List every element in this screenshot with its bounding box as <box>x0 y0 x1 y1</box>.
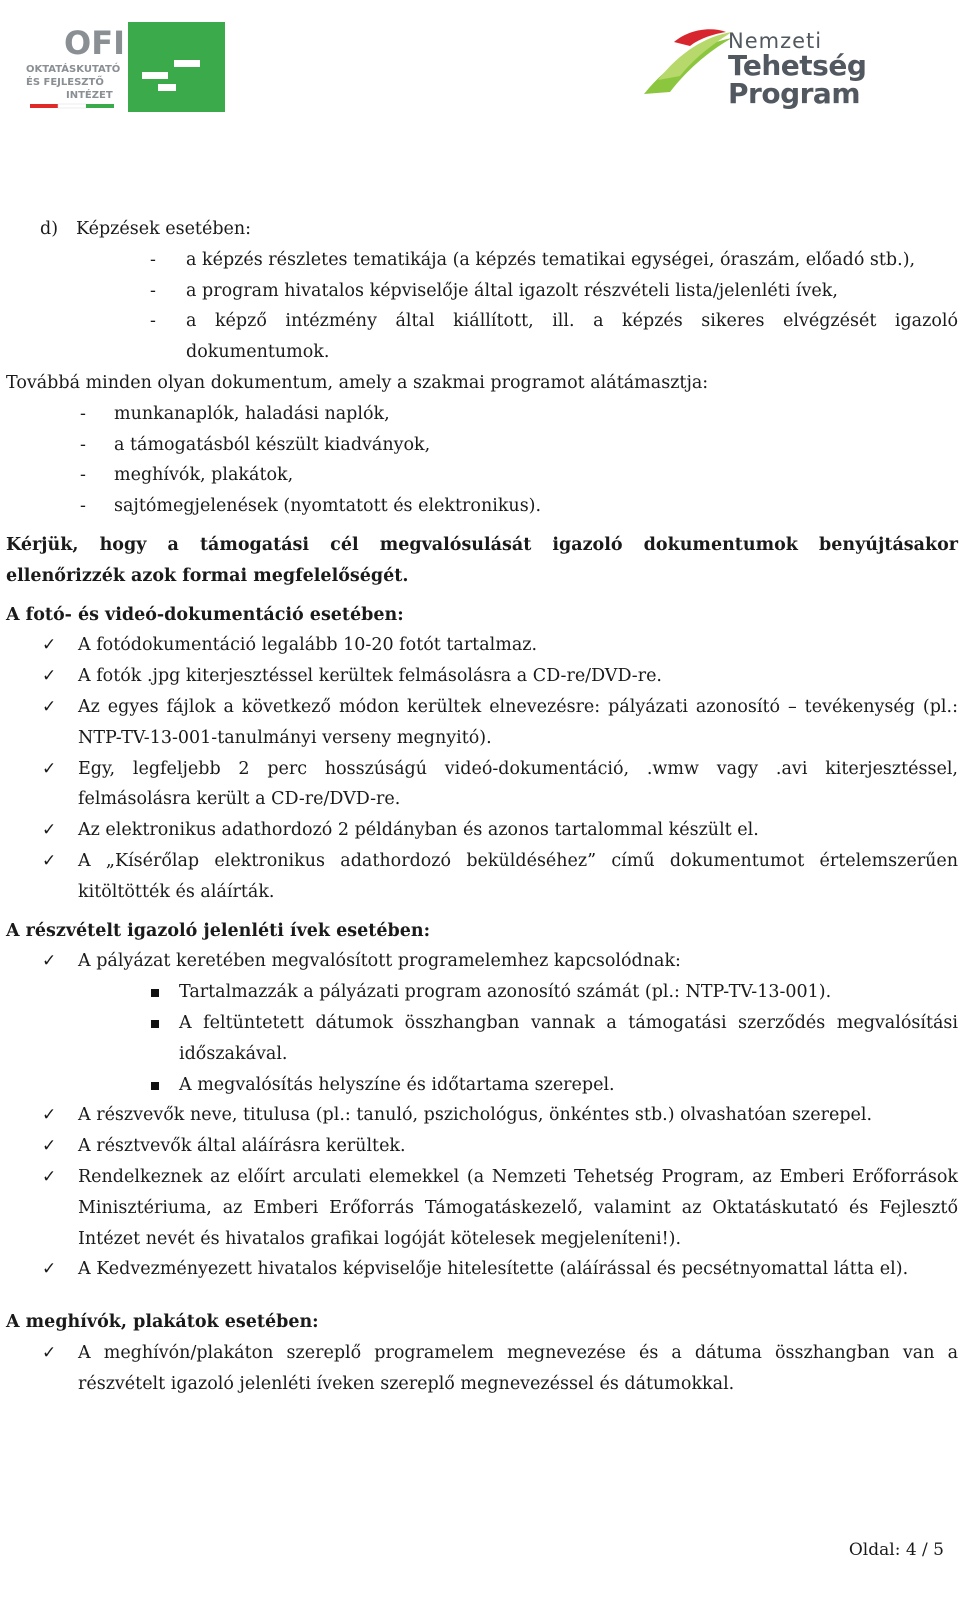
svg-text:INTÉZET: INTÉZET <box>66 90 113 101</box>
ntp-logo-text: Nemzeti Tehetség Program <box>728 29 867 110</box>
section-d-heading: d) Képzések esetében: <box>6 214 958 245</box>
section-d-marker: d) <box>40 219 59 239</box>
further-intro: Továbbá minden olyan dokumentum, amely a szakmai programot alátámasztja: <box>6 372 709 393</box>
list-item: - a támogatásból készült kiadványok, <box>80 434 431 455</box>
checklist-item: ✓ A fotódokumentáció legalább 10-20 fotót tartalmaz. <box>6 630 958 661</box>
sub-list-item: A feltüntetett dátumok összhangban vannak a támogatási szerződés megvalósítási időszakával. <box>6 1008 958 1070</box>
list-item: - a program hivatalos képviselője által igazolt részvételi lista/jelenléti ívek, <box>150 280 838 301</box>
checklist-item: ✓ A részvevők neve, titulusa (pl.: tanuló, pszichológus, önkéntes stb.) olvashatóan szerepel. <box>6 1100 958 1131</box>
square-bullet-icon <box>151 1020 159 1028</box>
list-item: - a képző intézmény által kiállított, ill. a képzés sikeres elvégzését igazoló dokumentumok. <box>150 311 958 363</box>
checklist-item: ✓ Egy, legfeljebb 2 perc hosszúságú videó-dokumentáció, .wmw vagy .avi kiterjesztéssel, felmásolásra került a CD-re/DVD-re. <box>6 754 958 816</box>
checklist-item: ✓ A fotók .jpg kiterjesztéssel kerültek felmásolásra a CD-re/DVD-re. <box>6 661 958 692</box>
checklist-item: ✓ A „Kísérőlap elektronikus adathordozó beküldéséhez” című dokumentumot értelemszerűen kitöltötték és aláírták. <box>6 846 958 908</box>
list-item: - sajtómegjelenések (nyomtatott és elektronikus). <box>80 496 542 517</box>
check-icon: ✓ <box>42 820 57 841</box>
checklist-item: ✓ Az egyes fájlok a következő módon kerültek elnevezésre: pályázati azonosító – tevékenység (pl.: NTP-TV-13-001-tanulmányi verseny megnyitó). <box>6 692 958 754</box>
document-body <box>6 214 958 1399</box>
check-icon: ✓ <box>42 1166 57 1187</box>
list-item: - meghívók, plakátok, <box>80 465 294 486</box>
list-item: - munkanaplók, haladási naplók, <box>80 403 390 424</box>
check-icon: ✓ <box>42 1105 57 1126</box>
page-number: Oldal: 4 / 5 <box>848 1540 944 1560</box>
list-item: - a képzés részletes tematikája (a képzés tematikai egységei, óraszám, előadó stb.), <box>150 249 916 270</box>
check-icon: ✓ <box>42 1342 57 1363</box>
page-header <box>0 0 960 120</box>
checklist-item: ✓ A Kedvezményezett hivatalos képviselője hitelesítette (aláírással és pecsétnyomattal látta el). <box>6 1254 958 1285</box>
check-icon: ✓ <box>42 666 57 687</box>
ofi-logo-mark: OFI <box>64 24 125 62</box>
square-bullet-icon <box>151 989 159 997</box>
check-icon: ✓ <box>42 696 57 717</box>
check-icon: ✓ <box>42 635 57 656</box>
check-icon: ✓ <box>42 758 57 779</box>
sub-list-item: A megvalósítás helyszíne és időtartama szerepel. <box>6 1070 958 1101</box>
check-icon: ✓ <box>42 951 57 972</box>
checklist-item: ✓ A résztvevők által aláírásra kerültek. <box>6 1131 958 1162</box>
checklist-item: ✓ A pályázat keretében megvalósított programelemhez kapcsolódnak: <box>6 946 958 977</box>
check-icon: ✓ <box>42 1259 57 1280</box>
sub-list-item: Tartalmazzák a pályázati program azonosító számát (pl.: NTP-TV-13-001). <box>6 977 958 1008</box>
invitations-heading: A meghívók, plakátok esetében: <box>6 1312 319 1333</box>
checklist-item: ✓ Az elektronikus adathordozó 2 példányban és azonos tartalommal készült el. <box>6 815 958 846</box>
attendance-heading: A részvételt igazoló jelenléti ívek esetében: <box>6 920 431 941</box>
svg-text:ÉS FEJLESZTŐ: ÉS FEJLESZTŐ <box>26 77 104 88</box>
check-icon: ✓ <box>42 850 57 871</box>
checklist-item: ✓ Rendelkeznek az előírt arculati elemekkel (a Nemzeti Tehetség Program, az Emberi Erőforrások Minisztériuma, az Emberi Erőforrás Támogatáskezelő, valamint az Oktatáskutató és Fejlesztő Intézet nevét és hivatalos grafikai logóját kötelesek megjeleníteni!). <box>6 1162 958 1254</box>
check-icon: ✓ <box>42 1136 57 1157</box>
photo-video-heading: A fotó- és videó-dokumentáció esetében: <box>6 604 404 625</box>
square-bullet-icon <box>151 1082 159 1090</box>
checklist-item: ✓ A meghívón/plakáton szereplő programelem megnevezése és a dátuma összhangban van a részvételt igazoló jelenléti íveken szereplő megnevezéssel és dátumokkal. <box>6 1338 958 1400</box>
request-note: Kérjük, hogy a támogatási cél megvalósulását igazoló dokumentumok benyújtásakor ellenőrizzék azok formai megfelelőségét. <box>6 534 958 586</box>
ofi-logo <box>22 20 227 115</box>
svg-text:OKTATÁSKUTATÓ: OKTATÁSKUTATÓ <box>26 64 121 75</box>
